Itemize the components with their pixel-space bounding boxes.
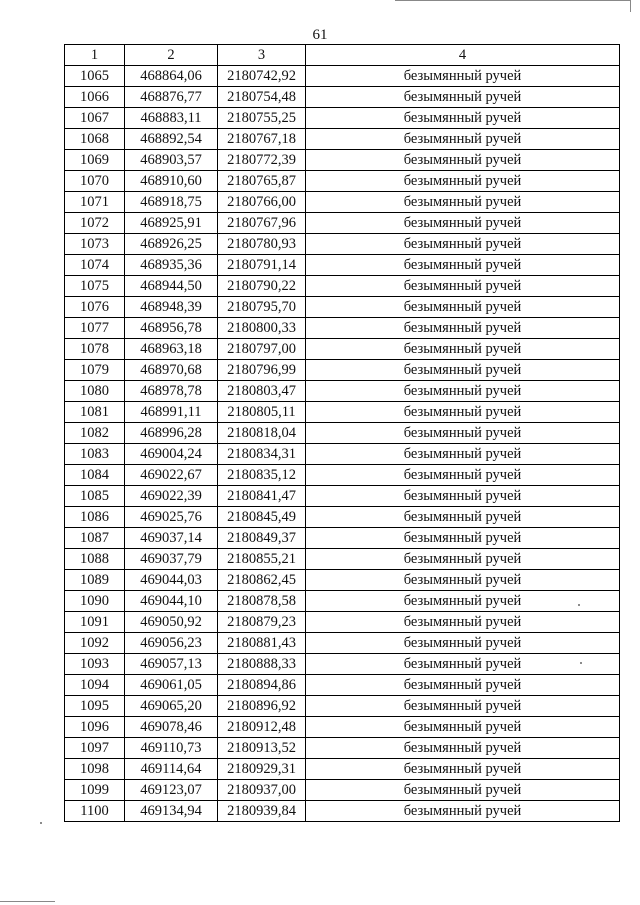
table-row: [65, 297, 620, 318]
table-row: [65, 549, 620, 570]
table-row: [65, 738, 620, 759]
object-name-cell: безымянный ручей: [306, 507, 620, 528]
table-row: [65, 234, 620, 255]
y-coordinate-cell: 2180929,31: [218, 759, 306, 780]
object-name-cell: безымянный ручей: [306, 591, 620, 612]
x-coordinate-cell: 469061,05: [125, 675, 218, 696]
x-coordinate-cell: 469123,07: [125, 780, 218, 801]
x-coordinate-cell: 468910,60: [125, 171, 218, 192]
point-number-cell: 1077: [65, 318, 125, 339]
point-number-cell: 1088: [65, 549, 125, 570]
object-name-cell: безымянный ручей: [306, 276, 620, 297]
x-coordinate-cell: 468944,50: [125, 276, 218, 297]
point-number-cell: 1100: [65, 801, 125, 822]
table-body: [65, 66, 620, 822]
y-coordinate-cell: 2180878,58: [218, 591, 306, 612]
y-coordinate-cell: 2180894,86: [218, 675, 306, 696]
table-row: [65, 696, 620, 717]
point-number-cell: 1087: [65, 528, 125, 549]
y-coordinate-cell: 2180780,93: [218, 234, 306, 255]
object-name-cell: безымянный ручей: [306, 486, 620, 507]
point-number-cell: 1078: [65, 339, 125, 360]
y-coordinate-cell: 2180841,47: [218, 486, 306, 507]
y-coordinate-cell: 2180755,25: [218, 108, 306, 129]
y-coordinate-cell: 2180791,14: [218, 255, 306, 276]
page-number: 61: [312, 27, 328, 43]
table-row: [65, 612, 620, 633]
object-name-cell: безымянный ручей: [306, 549, 620, 570]
y-coordinate-cell: 2180912,48: [218, 717, 306, 738]
table-row: [65, 717, 620, 738]
x-coordinate-cell: 469056,23: [125, 633, 218, 654]
point-number-cell: 1072: [65, 213, 125, 234]
column-header: 2: [125, 45, 218, 66]
point-number-cell: 1097: [65, 738, 125, 759]
object-name-cell: безымянный ручей: [306, 213, 620, 234]
point-number-cell: 1073: [65, 234, 125, 255]
x-coordinate-cell: 468935,36: [125, 255, 218, 276]
x-coordinate-cell: 468963,18: [125, 339, 218, 360]
object-name-cell: безымянный ручей: [306, 150, 620, 171]
x-coordinate-cell: 468926,25: [125, 234, 218, 255]
x-coordinate-cell: 469044,10: [125, 591, 218, 612]
y-coordinate-cell: 2180797,00: [218, 339, 306, 360]
column-header: 1: [65, 45, 125, 66]
y-coordinate-cell: 2180742,92: [218, 66, 306, 87]
y-coordinate-cell: 2180879,23: [218, 612, 306, 633]
scan-edge-line: [0, 901, 55, 902]
table-row: [65, 465, 620, 486]
x-coordinate-cell: 469050,92: [125, 612, 218, 633]
x-coordinate-cell: 468876,77: [125, 87, 218, 108]
y-coordinate-cell: 2180805,11: [218, 402, 306, 423]
table-row: [65, 87, 620, 108]
point-number-cell: 1081: [65, 402, 125, 423]
object-name-cell: безымянный ручей: [306, 255, 620, 276]
x-coordinate-cell: 469037,79: [125, 549, 218, 570]
y-coordinate-cell: 2180803,47: [218, 381, 306, 402]
point-number-cell: 1094: [65, 675, 125, 696]
table-row: [65, 801, 620, 822]
x-coordinate-cell: 469044,03: [125, 570, 218, 591]
object-name-cell: безымянный ручей: [306, 360, 620, 381]
object-name-cell: безымянный ручей: [306, 402, 620, 423]
object-name-cell: безымянный ручей: [306, 633, 620, 654]
object-name-cell: безымянный ручей: [306, 612, 620, 633]
point-number-cell: 1090: [65, 591, 125, 612]
point-number-cell: 1083: [65, 444, 125, 465]
x-coordinate-cell: 469037,14: [125, 528, 218, 549]
x-coordinate-cell: 469022,39: [125, 486, 218, 507]
x-coordinate-cell: 469110,73: [125, 738, 218, 759]
y-coordinate-cell: 2180855,21: [218, 549, 306, 570]
y-coordinate-cell: 2180834,31: [218, 444, 306, 465]
object-name-cell: безымянный ручей: [306, 171, 620, 192]
point-number-cell: 1066: [65, 87, 125, 108]
point-number-cell: 1089: [65, 570, 125, 591]
y-coordinate-cell: 2180754,48: [218, 87, 306, 108]
object-name-cell: безымянный ручей: [306, 108, 620, 129]
x-coordinate-cell: 469057,13: [125, 654, 218, 675]
table-row: [65, 759, 620, 780]
x-coordinate-cell: 469022,67: [125, 465, 218, 486]
table-row: [65, 423, 620, 444]
object-name-cell: безымянный ручей: [306, 318, 620, 339]
x-coordinate-cell: 468948,39: [125, 297, 218, 318]
point-number-cell: 1096: [65, 717, 125, 738]
table-row: [65, 192, 620, 213]
table-row: [65, 381, 620, 402]
table-row: [65, 486, 620, 507]
object-name-cell: безымянный ручей: [306, 297, 620, 318]
x-coordinate-cell: 468918,75: [125, 192, 218, 213]
table-row: [65, 591, 620, 612]
object-name-cell: безымянный ручей: [306, 675, 620, 696]
x-coordinate-cell: 468892,54: [125, 129, 218, 150]
point-number-cell: 1069: [65, 150, 125, 171]
x-coordinate-cell: 469134,94: [125, 801, 218, 822]
point-number-cell: 1074: [65, 255, 125, 276]
y-coordinate-cell: 2180845,49: [218, 507, 306, 528]
point-number-cell: 1065: [65, 66, 125, 87]
table-row: [65, 318, 620, 339]
point-number-cell: 1070: [65, 171, 125, 192]
x-coordinate-cell: 468978,78: [125, 381, 218, 402]
point-number-cell: 1091: [65, 612, 125, 633]
x-coordinate-cell: 469025,76: [125, 507, 218, 528]
scan-edge-line: [630, 0, 631, 12]
x-coordinate-cell: 468883,11: [125, 108, 218, 129]
y-coordinate-cell: 2180795,70: [218, 297, 306, 318]
scan-edge-line: [395, 0, 630, 1]
object-name-cell: безымянный ручей: [306, 759, 620, 780]
table-header-row: [65, 45, 620, 66]
object-name-cell: безымянный ручей: [306, 423, 620, 444]
y-coordinate-cell: 2180767,18: [218, 129, 306, 150]
coordinates-table: [64, 44, 620, 822]
y-coordinate-cell: 2180881,43: [218, 633, 306, 654]
table-row: [65, 255, 620, 276]
object-name-cell: безымянный ручей: [306, 654, 620, 675]
y-coordinate-cell: 2180888,33: [218, 654, 306, 675]
point-number-cell: 1079: [65, 360, 125, 381]
object-name-cell: безымянный ручей: [306, 129, 620, 150]
point-number-cell: 1093: [65, 654, 125, 675]
object-name-cell: безымянный ручей: [306, 801, 620, 822]
point-number-cell: 1071: [65, 192, 125, 213]
point-number-cell: 1095: [65, 696, 125, 717]
point-number-cell: 1076: [65, 297, 125, 318]
table-row: [65, 276, 620, 297]
table-row: [65, 633, 620, 654]
object-name-cell: безымянный ручей: [306, 381, 620, 402]
point-number-cell: 1092: [65, 633, 125, 654]
table-row: [65, 675, 620, 696]
y-coordinate-cell: 2180772,39: [218, 150, 306, 171]
point-number-cell: 1099: [65, 780, 125, 801]
table-row: [65, 171, 620, 192]
object-name-cell: безымянный ручей: [306, 738, 620, 759]
table-row: [65, 780, 620, 801]
x-coordinate-cell: 468991,11: [125, 402, 218, 423]
x-coordinate-cell: 468925,91: [125, 213, 218, 234]
object-name-cell: безымянный ручей: [306, 66, 620, 87]
y-coordinate-cell: 2180790,22: [218, 276, 306, 297]
point-number-cell: 1084: [65, 465, 125, 486]
x-coordinate-cell: 469078,46: [125, 717, 218, 738]
point-number-cell: 1098: [65, 759, 125, 780]
y-coordinate-cell: 2180937,00: [218, 780, 306, 801]
point-number-cell: 1075: [65, 276, 125, 297]
x-coordinate-cell: 468903,57: [125, 150, 218, 171]
y-coordinate-cell: 2180939,84: [218, 801, 306, 822]
point-number-cell: 1082: [65, 423, 125, 444]
object-name-cell: безымянный ручей: [306, 696, 620, 717]
x-coordinate-cell: 468956,78: [125, 318, 218, 339]
y-coordinate-cell: 2180913,52: [218, 738, 306, 759]
table-row: [65, 108, 620, 129]
object-name-cell: безымянный ручей: [306, 192, 620, 213]
y-coordinate-cell: 2180765,87: [218, 171, 306, 192]
x-coordinate-cell: 468864,06: [125, 66, 218, 87]
y-coordinate-cell: 2180896,92: [218, 696, 306, 717]
y-coordinate-cell: 2180796,99: [218, 360, 306, 381]
point-number-cell: 1085: [65, 486, 125, 507]
table-row: [65, 402, 620, 423]
object-name-cell: безымянный ручей: [306, 339, 620, 360]
object-name-cell: безымянный ручей: [306, 780, 620, 801]
y-coordinate-cell: 2180835,12: [218, 465, 306, 486]
object-name-cell: безымянный ручей: [306, 444, 620, 465]
point-number-cell: 1068: [65, 129, 125, 150]
table-row: [65, 507, 620, 528]
table-row: [65, 528, 620, 549]
object-name-cell: безымянный ручей: [306, 87, 620, 108]
table-row: [65, 360, 620, 381]
y-coordinate-cell: 2180800,33: [218, 318, 306, 339]
table-row: [65, 129, 620, 150]
x-coordinate-cell: 469114,64: [125, 759, 218, 780]
y-coordinate-cell: 2180767,96: [218, 213, 306, 234]
x-coordinate-cell: 468996,28: [125, 423, 218, 444]
table-row: [65, 213, 620, 234]
table-row: [65, 570, 620, 591]
table-row: [65, 66, 620, 87]
column-header: 3: [218, 45, 306, 66]
table-row: [65, 654, 620, 675]
y-coordinate-cell: 2180849,37: [218, 528, 306, 549]
scan-speck: [40, 822, 42, 824]
y-coordinate-cell: 2180862,45: [218, 570, 306, 591]
object-name-cell: безымянный ручей: [306, 465, 620, 486]
column-header: 4: [306, 45, 620, 66]
point-number-cell: 1067: [65, 108, 125, 129]
y-coordinate-cell: 2180818,04: [218, 423, 306, 444]
point-number-cell: 1086: [65, 507, 125, 528]
x-coordinate-cell: 469065,20: [125, 696, 218, 717]
table-row: [65, 444, 620, 465]
x-coordinate-cell: 469004,24: [125, 444, 218, 465]
object-name-cell: безымянный ручей: [306, 570, 620, 591]
table-row: [65, 150, 620, 171]
y-coordinate-cell: 2180766,00: [218, 192, 306, 213]
object-name-cell: безымянный ручей: [306, 717, 620, 738]
object-name-cell: безымянный ручей: [306, 234, 620, 255]
point-number-cell: 1080: [65, 381, 125, 402]
x-coordinate-cell: 468970,68: [125, 360, 218, 381]
table-row: [65, 339, 620, 360]
object-name-cell: безымянный ручей: [306, 528, 620, 549]
